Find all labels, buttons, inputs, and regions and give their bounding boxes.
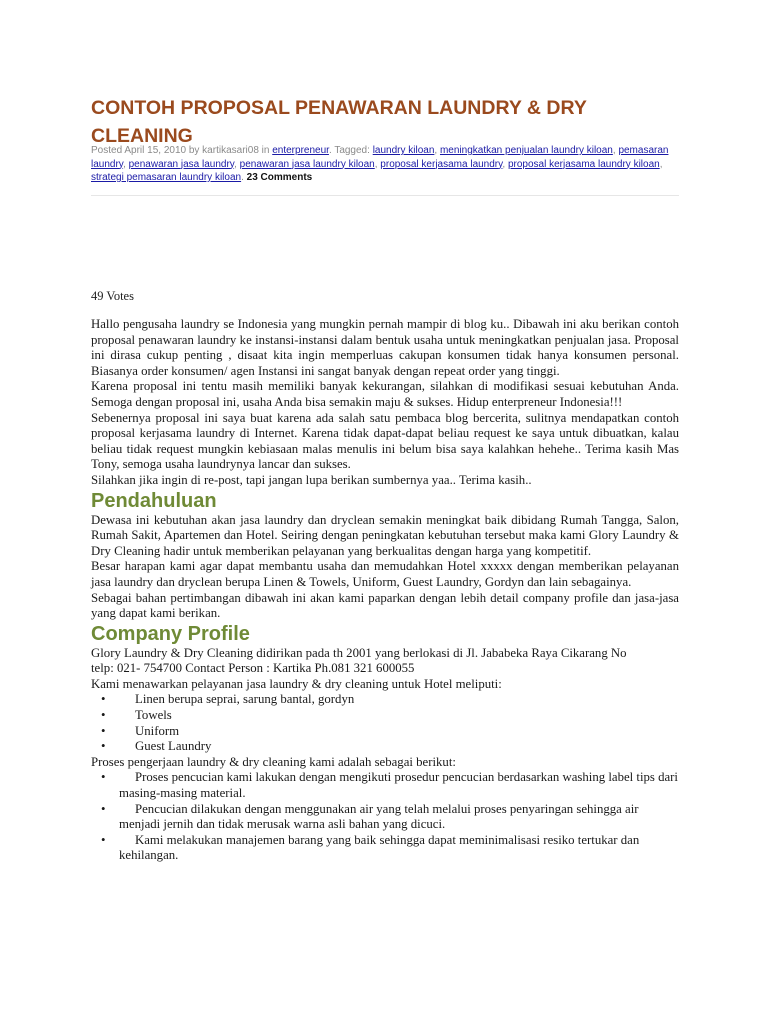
pendahuluan-paragraph: Sebagai bahan pertimbangan dibawah ini akan kami paparkan dengan lebih detail company profile dan jasa-jasa yang dapat kami berikan. [91, 590, 679, 621]
post-meta: Posted April 15, 2010 by kartikasari08 in enterpreneur. Tagged: laundry kiloan, meningkatkan penjualan laundry kiloan, pemasaran laundry, penawaran jasa laundry, penawaran jasa laundry kiloan, proposal kerjasama laundry, proposal kerjasama laundry kiloan, strategi pemasaran laundry kiloan. 23 Comments [91, 145, 669, 183]
bullet-icon: • [101, 723, 106, 738]
section-heading-pendahuluan: Pendahuluan [91, 489, 217, 512]
list-item: • Towels [101, 708, 172, 723]
bullet-icon: • [101, 770, 106, 785]
votes-count: 49 Votes [91, 289, 134, 303]
process-intro: Proses pengerjaan laundry & dry cleaning kami adalah sebagai berikut: [91, 754, 456, 769]
tag-link[interactable]: laundry kiloan [372, 145, 435, 156]
tag-link[interactable]: pemasaran laundry [91, 145, 669, 170]
bullet-icon: • [101, 801, 106, 816]
pendahuluan-paragraph: Dewasa ini kebutuhan akan jasa laundry dan dryclean semakin meningkat baik dibidang Rumah Tangga, Salon, Rumah Sakit, Apartemen dan Hotel. Seiring dengan peningkatan kebutuhan tersebut maka kami Glory Laundry & Dry Cleaning hadir untuk memberikan pelayanan yang berkualitas dengan harga yang kompetitif. [91, 512, 679, 558]
tag-link[interactable]: proposal kerjasama laundry kiloan [507, 158, 660, 170]
divider [91, 195, 679, 196]
list-item: • Uniform [101, 723, 180, 738]
article-title: CONTOH PROPOSAL PENAWARAN LAUNDRY & DRY CLEANING [91, 97, 587, 147]
category-link[interactable]: enterpreneur [272, 145, 329, 156]
tag-link[interactable]: strategi pemasaran laundry kiloan [91, 172, 242, 183]
bullet-icon: • [101, 692, 106, 707]
services-list [91, 692, 679, 754]
process-list [91, 770, 679, 864]
section-heading-company-profile: Company Profile [91, 622, 250, 645]
intro-paragraph: Silahkan jika ingin di re-post, tapi jangan lupa berikan sumbernya yaa.. Terima kasih.. [91, 472, 532, 487]
services-intro: Kami menawarkan pelayanan jasa laundry & dry cleaning untuk Hotel meliputi: [91, 676, 502, 691]
tagged-label: . Tagged: [328, 145, 373, 156]
intro-paragraph: Hallo pengusaha laundry se Indonesia yang mungkin pernah mampir di blog ku.. Dibawah ini aku berikan contoh proposal penawaran laundry ke instansi-instansi dalam bentuk usaha untuk meningkatkan penjualan jasa. Proposal ini dirasa cukup penting , disaat kita ingin memperluas cakupan konsumen tidak hanya konsumen personal. Biasanya order konsumen/ agen Instansi ini sangat banyak dengan repeat order yang tinggi. [91, 317, 679, 378]
comments-link[interactable]: 23 Comments [246, 172, 313, 183]
intro-paragraph: Karena proposal ini tentu masih memiliki banyak kekurangan, silahkan di modifikasi sesuai kebutuhan Anda. Semoga dengan proposal ini, usaha Anda bisa semakin maju & sukses. Hidup enterpreneur Indonesia!!! [91, 379, 679, 409]
bullet-icon: • [101, 832, 106, 847]
list-item: • Linen berupa seprai, sarung bantal, gordyn [101, 692, 355, 707]
bullet-icon: • [101, 739, 106, 754]
tag-link[interactable]: penawaran jasa laundry [128, 158, 235, 170]
article-body [91, 317, 679, 864]
list-item: • Proses pencucian kami lakukan dengan mengikuti prosedur pencucian berdasarkan washing label tips dari masing-masing material. [101, 770, 678, 801]
list-item: • Pencucian dilakukan dengan menggunakan air yang telah melalui proses penyaringan sehingga air menjadi jernih dan tidak merusak warna asli bahan yang dicuci. [101, 801, 639, 832]
pendahuluan-paragraph: Besar harapan kami agar dapat membantu usaha dan memudahkan Hotel xxxxx dengan memberikan pelayanan jasa laundry dan dryclean berupa Linen & Towels, Uniform, Guest Laundry, Gordyn dan lain sebagainya. [91, 559, 679, 589]
tag-link[interactable]: meningkatkan penjualan laundry kiloan [439, 145, 613, 156]
list-item: • Kami melakukan manajemen barang yang baik sehingga dapat meminimalisasi resiko tertukar dan kehilangan. [101, 832, 640, 863]
tag-link[interactable]: penawaran jasa laundry kiloan [239, 158, 375, 170]
posted-info: Posted April 15, 2010 by kartikasari08 in [91, 145, 273, 156]
company-profile-line: Glory Laundry & Dry Cleaning didirikan pada th 2001 yang berlokasi di Jl. Jababeka Raya Cikarang No [91, 645, 627, 660]
intro-paragraph: Sebenernya proposal ini saya buat karena ada salah satu pembaca blog bercerita, sulitnya mendapatkan contoh proposal kerjasama laundry di Internet. Karena tidak dapat-dapat beliau request ke saya untuk dibuatkan, kalau beliau tidak request mungkin kebiasaan malas menulis ini belum bisa saya kalahkan hehehe.. Terima kasih Mas Tony, semoga usaha laundrynya lancar dan sukses. [91, 410, 679, 472]
list-item: • Guest Laundry [101, 739, 212, 754]
company-contact-line: telp: 021- 754700 Contact Person : Kartika Ph.081 321 600055 [91, 661, 415, 676]
tag-link[interactable]: proposal kerjasama laundry [380, 158, 503, 170]
bullet-icon: • [101, 708, 106, 723]
